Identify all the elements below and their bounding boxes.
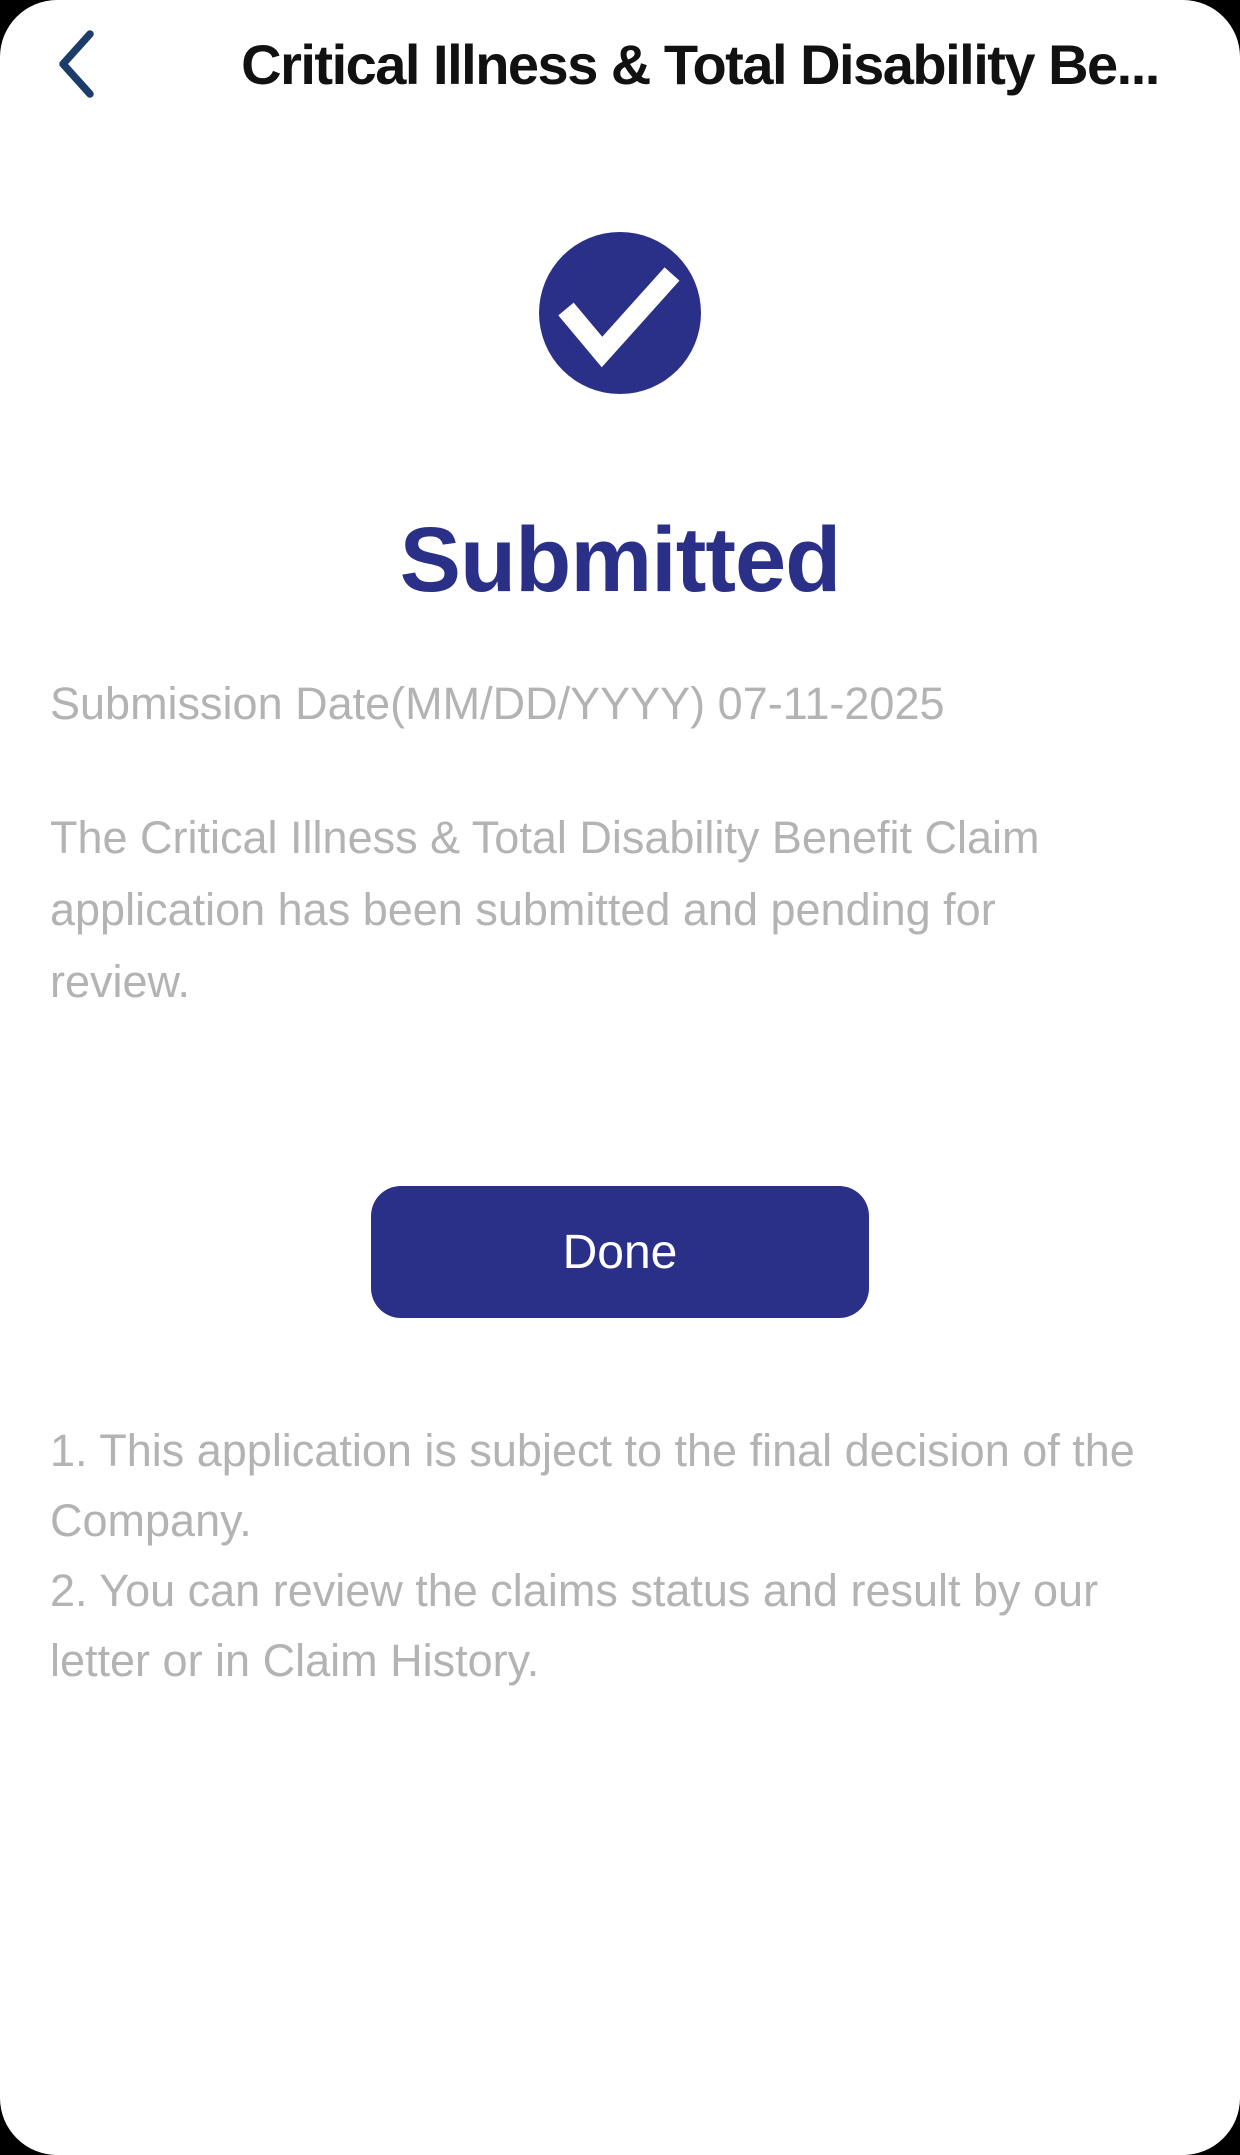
footnote-line: 2. You can review the claims status and result by our	[50, 1565, 1099, 1616]
footnote-line: letter or in Claim History.	[50, 1635, 540, 1686]
footnote-line: 1. This application is subject to the final decision of the	[50, 1425, 1135, 1476]
status-message-line: review.	[50, 956, 191, 1007]
status-title: Submitted	[399, 509, 841, 611]
submission-date: Submission Date(MM/DD/YYYY) 07-11-2025	[50, 678, 945, 729]
page-title: Critical Illness & Total Disability Be...	[241, 32, 1159, 96]
navigation-bar	[0, 0, 1240, 128]
status-message	[50, 802, 1190, 1018]
footnotes	[50, 1416, 1190, 1696]
success-checkmark-icon	[50, 232, 1190, 394]
chevron-left-icon	[57, 29, 95, 99]
footnote-line: Company.	[50, 1495, 252, 1546]
status-message-line: The Critical Illness & Total Disability Benefit Claim	[50, 812, 1040, 863]
back-button[interactable]	[40, 18, 112, 110]
main-content	[0, 232, 1240, 1696]
status-message-line: application has been submitted and pending for	[50, 884, 996, 935]
done-button[interactable]: Done	[371, 1186, 869, 1318]
